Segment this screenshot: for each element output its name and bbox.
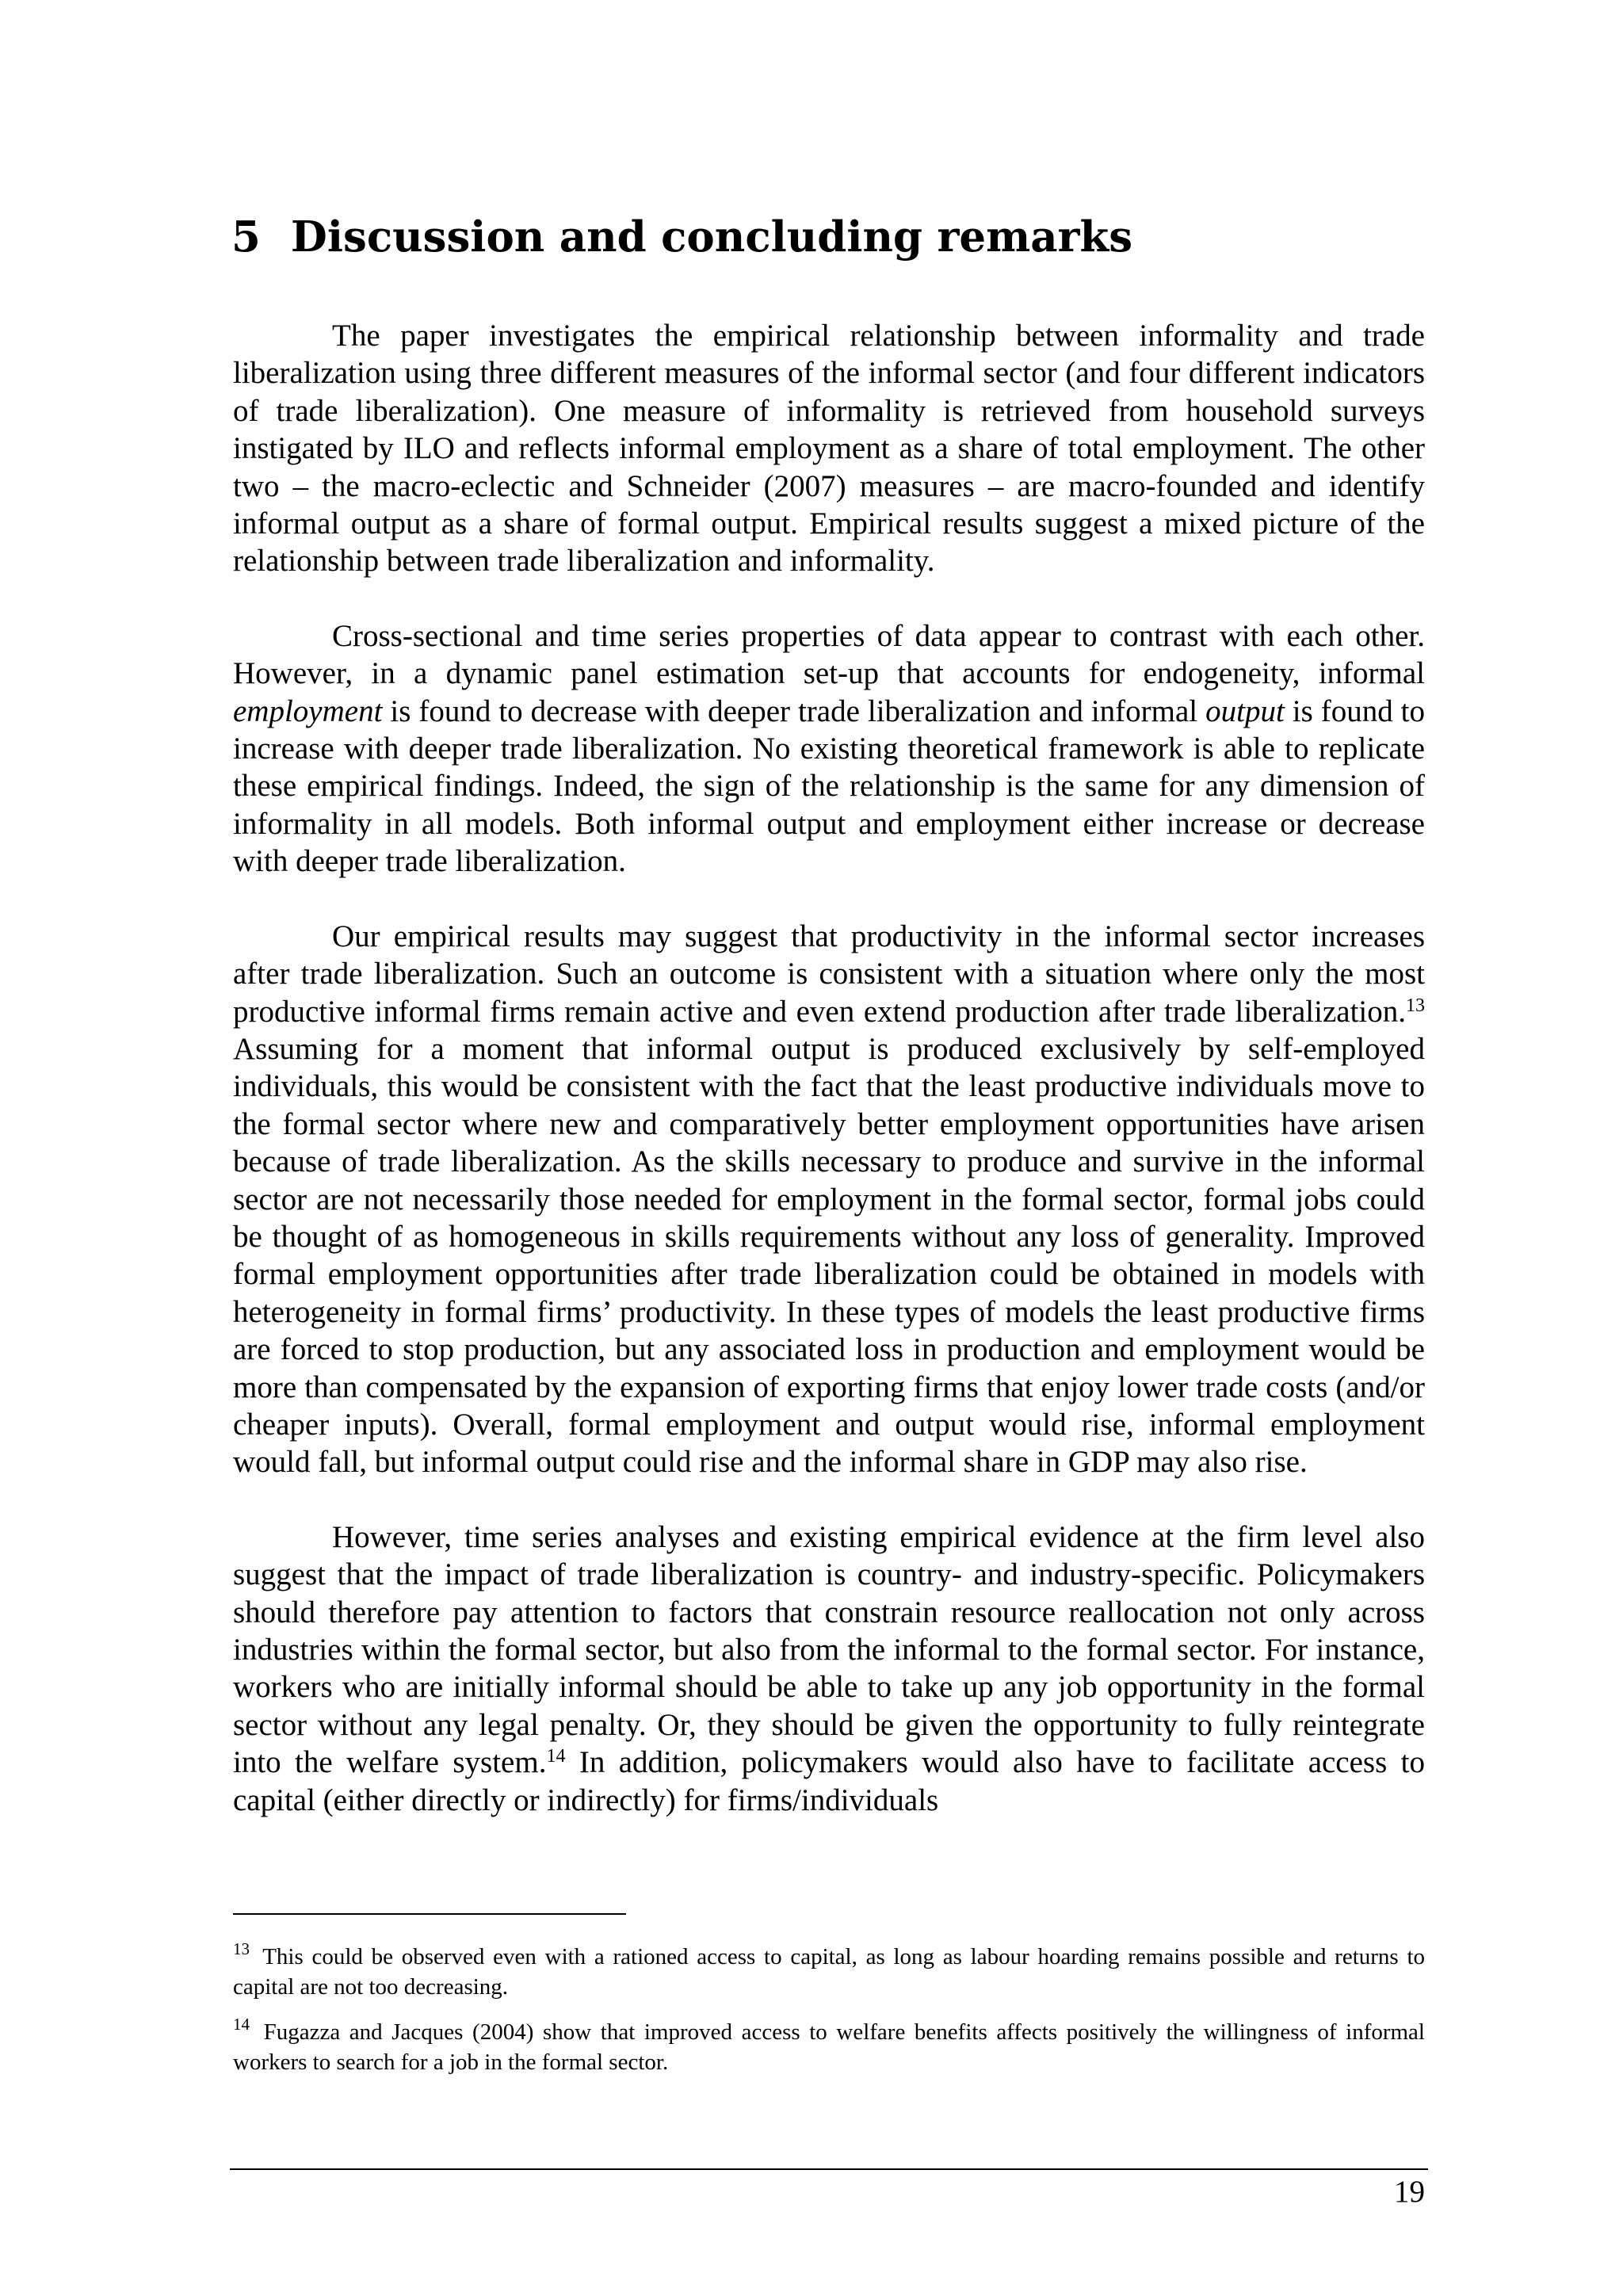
paragraph-4 xyxy=(233,1519,1425,1819)
footnote-13-text: This could be observed even with a rationed access to capital, as long as labour hoarding remains possible and returns to capital are not too decreasing. xyxy=(233,1944,1425,2000)
footnote-14-text: Fugazza and Jacques (2004) show that improved access to welfare benefits affects positively the willingness of informal workers to search for a job in the formal sector. xyxy=(233,2019,1425,2075)
paragraph-4-part-2: In addition, policymakers would also have to facilitate access to capital (either directly or indirectly) for firms/individuals xyxy=(233,1745,1425,1817)
footnotes xyxy=(233,1939,1425,2092)
paragraph-3-part-1: Our empirical results may suggest that productivity in the informal sector increases after trade liberalization. Such an outcome is consistent with a situation where only the most productive informal firms remain active and even extend production after trade liberalization. xyxy=(233,919,1425,1029)
paragraph-4-part-1: However, time series analyses and existing empirical evidence at the firm level also suggest that the impact of trade liberalization is country- and industry-specific. Policymakers should therefore pay attention to factors that constrain resource reallocation not only across industries within the formal sector, but also from the informal to the formal sector. For instance, workers who are initially informal should be able to take up any job opportunity in the formal sector without any legal penalty. Or, they should be given the opportunity to fully reintegrate into the welfare system. xyxy=(233,1519,1425,1780)
paragraph-2-part-2: is found to decrease with deeper trade liberalization and informal xyxy=(382,693,1206,728)
paragraph-2-part-1: Cross-sectional and time series properties of data appear to contrast with each other. However, in a dynamic panel estimation set-up that accounts for endogeneity, informal xyxy=(233,618,1425,691)
section-number: 5 xyxy=(231,212,261,262)
paragraph-1-text: The paper investigates the empirical relationship between informality and trade liberalization using three different measures of the informal sector (and four different indicators of trade liberalization). One measure of informality is retrieved from household surveys instigated by ILO and reflects informal employment as a share of total employment. The other two – the macro-eclectic and Schneider (2007) measures – are macro-founded and identify informal output as a share of formal output. Empirical results suggest a mixed picture of the relationship between trade liberalization and informality. xyxy=(233,319,1425,579)
body-text xyxy=(233,317,1425,1856)
footnote-separator xyxy=(233,1913,626,1915)
footnote-ref-13[interactable]: 13 xyxy=(1406,995,1425,1016)
paragraph-2-part-3: is found to increase with deeper trade liberalization. No existing theoretical framework is able to replicate these empirical findings. Indeed, the sign of the relationship is the same for any dimension of informality in all models. Both informal output and employment either increase or decrease with deeper trade liberalization. xyxy=(233,693,1425,879)
footnote-ref-14[interactable]: 14 xyxy=(546,1746,566,1767)
section-title: Discussion and concluding remarks xyxy=(290,212,1133,262)
paragraph-1 xyxy=(233,317,1425,580)
footer-rule xyxy=(230,2168,1428,2170)
page-number: 19 xyxy=(1394,2175,1425,2209)
footnote-13-number: 13 xyxy=(233,1939,250,1958)
emphasis-output: output xyxy=(1205,693,1285,728)
footnote-14 xyxy=(233,2017,1425,2077)
paragraph-3-part-2: Assuming for a moment that informal output is produced exclusively by self-employed individuals, this would be consistent with the fact that the least productive individuals move to the formal sector where new and comparatively better employment opportunities have arisen because of trade liberalization. As the skills necessary to produce and survive in the informal sector are not necessarily those needed for employment in the formal sector, formal jobs could be thought of as homogeneous in skills requirements without any loss of generality. Improved formal employment opportunities after trade liberalization could be obtained in models with heterogeneity in formal firms’ productivity. In these types of models the least productive firms are forced to stop production, but any associated loss in production and employment would be more than compensated by the expansion of exporting firms that enjoy lower trade costs (and/or cheaper inputs). Overall, formal employment and output would rise, informal employment would fall, but informal output could rise and the informal share in GDP may also rise. xyxy=(233,1031,1425,1480)
footnote-13 xyxy=(233,1939,1425,2002)
emphasis-employment: employment xyxy=(233,693,383,728)
section-heading xyxy=(231,212,1132,263)
footnote-14-number: 14 xyxy=(233,2015,250,2034)
paragraph-2 xyxy=(233,617,1425,881)
paragraph-3 xyxy=(233,918,1425,1481)
